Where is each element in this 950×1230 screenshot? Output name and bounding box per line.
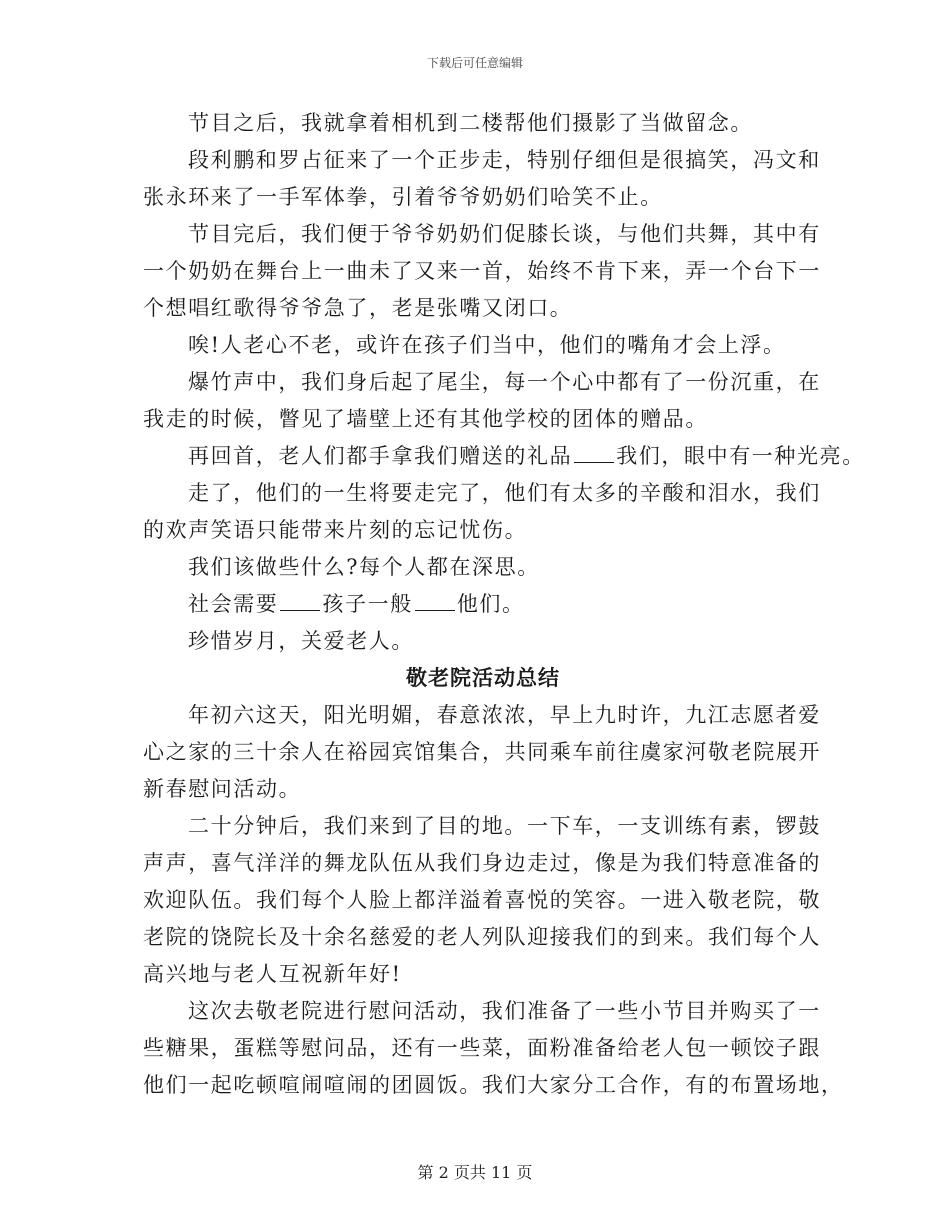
header-note: 下载后可任意编辑 <box>426 56 523 70</box>
paragraph <box>143 327 823 364</box>
paragraph <box>143 364 823 438</box>
text-line: 走了，他们的一生将要走完了，他们有太多的辛酸和泪水，我们 <box>188 481 821 505</box>
document-body <box>143 105 865 1104</box>
text-line: 些糖果，蛋糕等慰问品，还有一些菜，面粉准备给老人包一顿饺子跟 <box>143 1036 821 1060</box>
blank-line <box>143 438 865 475</box>
page-indicator: 第 2 页共 11 页 <box>417 1163 533 1182</box>
text-line: 唉!人老心不老，或许在孩子们当中，他们的嘴角才会上浮。 <box>188 333 786 357</box>
text-line: 张永环来了一手军体拳，引着爷爷奶奶们哈笑不止。 <box>143 185 663 209</box>
text-line: 节目完后，我们便于爷爷奶奶们促膝长谈，与他们共舞，其中有 <box>188 222 821 246</box>
blank-underline <box>574 442 614 463</box>
closing-line: 珍惜岁月，关爱老人。 <box>188 629 414 653</box>
text-line: 声声，喜气洋洋的舞龙队伍从我们身边走过，像是为我们特意准备的 <box>143 851 821 875</box>
text-line: 的欢声笑语只能带来片刻的忘记忧伤。 <box>143 518 528 542</box>
text-segment: 他们。 <box>456 592 525 616</box>
section-title: 敬老院活动总结 <box>406 666 560 690</box>
paragraph <box>143 808 823 993</box>
text-line: 爆竹声中，我们身后起了尾尘，每一个心中都有了一份沉重，在 <box>188 370 821 394</box>
paragraph <box>143 697 823 808</box>
text-line: 欢迎队伍。我们每个人脸上都洋溢着喜悦的笑容。一进入敬老院，敬 <box>143 888 821 912</box>
text-line: 老院的饶院长及十余名慈爱的老人列队迎接我们的到来。我们每个人 <box>143 925 821 949</box>
text-line: 高兴地与老人互祝新年好! <box>143 962 402 986</box>
text-line: 节目之后，我就拿着相机到二楼帮他们摄影了当做留念。 <box>188 111 753 135</box>
paragraph <box>143 105 823 142</box>
text-line: 新春慰问活动。 <box>143 777 302 801</box>
text-line: 段利鹏和罗占征来了一个正步走，特别仔细但是很搞笑，冯文和 <box>188 148 821 172</box>
text-segment: 孩子一般 <box>322 592 413 616</box>
text-segment: 我们，眼中有一种光亮。 <box>616 444 865 468</box>
blank-underline <box>280 590 320 611</box>
text-line: 个想唱红歌得爷爷急了，老是张嘴又闭口。 <box>143 296 573 320</box>
paragraph <box>143 549 823 586</box>
text-segment: 再回首，老人们都手拿我们赠送的礼品 <box>188 444 573 468</box>
paragraph <box>143 142 823 216</box>
text-line: 这次去敬老院进行慰问活动，我们准备了一些小节目并购买了一 <box>188 999 821 1023</box>
blank-underline <box>415 590 455 611</box>
text-segment: 社会需要 <box>188 592 279 616</box>
text-line: 一个奶奶在舞台上一曲未了又来一首，始终不肯下来，弄一个台下一 <box>143 259 821 283</box>
text-line: 我们该做些什么?每个人都在深思。 <box>188 555 540 579</box>
text-line: 年初六这天，阳光明媚，春意浓浓，早上九时许，九江志愿者爱 <box>188 703 821 727</box>
text-line: 他们一起吃顿喧闹喧闹的团圆饭。我们大家分工合作，有的布置场地， <box>143 1073 844 1097</box>
blank-line <box>143 586 823 623</box>
paragraph <box>143 475 823 549</box>
text-line: 心之家的三十余人在裕园宾馆集合，共同乘车前往虞家河敬老院展开 <box>143 740 821 764</box>
text-line: 我走的时候，瞥见了墙壁上还有其他学校的团体的赠品。 <box>143 407 708 431</box>
paragraph <box>143 993 844 1104</box>
text-line: 二十分钟后，我们来到了目的地。一下车，一支训练有素，锣鼓 <box>188 814 821 838</box>
paragraph <box>143 216 823 327</box>
